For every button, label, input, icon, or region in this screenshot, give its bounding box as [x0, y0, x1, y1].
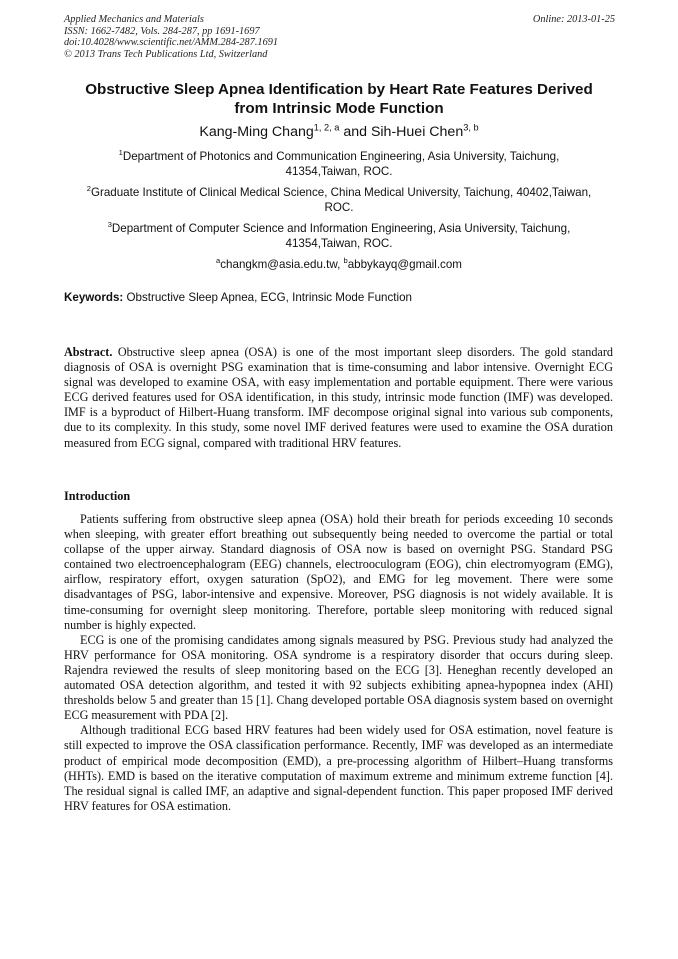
affiliation-3-line-1: Department of Computer Science and Information Engineering, Asia University, Taichung,	[111, 222, 571, 235]
affiliation-1-line-1: Department of Photonics and Communication Engineering, Asia University, Taichung,	[122, 150, 560, 163]
author-2: Sih-Huei Chen	[370, 124, 464, 140]
email-a-sup: a	[216, 256, 221, 266]
email-b-sup: b	[343, 256, 348, 266]
email-a: changkm@asia.edu.tw,	[220, 258, 344, 271]
paper-title	[40, 80, 638, 118]
affiliation-2	[58, 186, 620, 215]
author-2-affiliation: 3, b	[463, 122, 479, 133]
journal-header	[64, 14, 615, 60]
intro-paragraph-2: ECG is one of the promising candidates among signals measured by PSG. Previous study had analyzed the HRV performance for OSA monitoring. OSA syndrome is a respiratory disorder that occurs during sleep. Rajendra reviewed the results of sleep monitoring based on the ECG [3]. Heneghan recently developed an automated OSA detection algorithm, and tested it with 92 subjects exhibiting apnea-hypopnea index (AHI) thresholds below 5 and greater than 15 [1]. Chang developed portable OSA diagnosis system based on overnight ECG measurement with PDA [2].	[64, 632, 613, 723]
title-line-1: Obstructive Sleep Apnea Identification by Heart Rate Features Derived	[85, 81, 593, 98]
author-1: Kang-Ming Chang	[199, 124, 314, 140]
keywords-label: Keywords:	[64, 291, 124, 304]
affiliation-1-line-2: 41354,Taiwan, ROC.	[285, 164, 393, 178]
copyright-line: © 2013 Trans Tech Publications Ltd, Switzerland	[64, 48, 268, 60]
journal-name: Applied Mechanics and Materials	[64, 14, 204, 25]
affiliation-1	[58, 150, 620, 179]
author-separator: and	[339, 124, 371, 140]
affiliation-2-line-2: ROC.	[324, 200, 354, 214]
title-line-2: from Intrinsic Mode Function	[234, 100, 444, 117]
online-date: Online: 2013-01-25	[532, 14, 615, 25]
author-1-affiliation: 1, 2, a	[313, 122, 340, 133]
email-b: abbykayq@gmail.com	[347, 258, 462, 271]
affiliation-2-sup: 2	[86, 184, 91, 194]
affiliation-1-sup: 1	[118, 148, 123, 158]
keywords-text: Obstructive Sleep Apnea, ECG, Intrinsic Mode Function	[123, 291, 412, 304]
author-line	[40, 123, 638, 141]
doi-line: doi:10.4028/www.scientific.net/AMM.284-287.1691	[64, 37, 279, 49]
intro-paragraph-1: Patients suffering from obstructive sleep apnea (OSA) hold their breath for periods exceeding 10 seconds when sleeping, with greater effort breathing out subsequently being needed to overcome the partial or total collapse of the upper airway. Standard diagnosis of OSA now is based on overnight PSG. Standard PSG contained two electroencephalogram (EEG) channels, electrooculogram (EOG), chin electromyogram (EMG), airflow, respiratory effort, oxygen saturation (SpO2), and EMG for leg movement. There were some disadvantages of PSG, labor-intensive and expensive. Moreover, PSG diagnosis is not widely available. It is time-consuming for overnight sleep monitoring. Therefore, portable sleep monitoring with reduced signal number is highly expected.	[64, 512, 613, 632]
introduction-body	[64, 512, 613, 814]
abstract-label: Abstract.	[64, 345, 113, 359]
abstract	[64, 345, 613, 451]
affiliation-3	[58, 222, 620, 251]
affiliation-3-sup: 3	[107, 220, 112, 230]
introduction-heading: Introduction	[64, 489, 131, 503]
issn-line: ISSN: 1662-7482, Vols. 284-287, pp 1691-1697	[64, 25, 260, 37]
abstract-text: Obstructive sleep apnea (OSA) is one of the most important sleep disorders. The gold standard diagnosis of OSA is overnight PSG examination that is time-consuming and labor intensive. Overnight ECG signal was developed to examine OSA, with easy implementation and portable equipment. There were various ECG derived features used for OSA identification, in this study, intrinsic mode function (IMF) was developed. IMF is a byproduct of Hilbert-Huang transform. IMF decompose original signal into various sub components, due to its complexity. In this study, some novel IMF derived features were used to examine the OSA duration measured from ECG signal, compared with traditional HRV features.	[64, 345, 613, 450]
email-line	[58, 258, 620, 273]
keywords	[64, 291, 620, 305]
affiliation-3-line-2: 41354,Taiwan, ROC.	[285, 236, 393, 250]
affiliation-2-line-1: Graduate Institute of Clinical Medical Science, China Medical University, Taichung, 40402,Taiwan,	[90, 186, 592, 199]
intro-paragraph-3: Although traditional ECG based HRV features had been widely used for OSA estimation, novel feature is still expected to improve the OSA classification performance. Recently, IMF was developed as an intermediate product of empirical mode decomposition (EMD), a pre-processing algorithm of Hilbert–Huang transforms (HHTs). EMD is based on the iterative computation of maximum extreme and minimum extreme function [4]. The residual signal is called IMF, an adaptive and signal-dependent function. This paper proposed IMF derived HRV features for OSA estimation.	[64, 723, 613, 813]
